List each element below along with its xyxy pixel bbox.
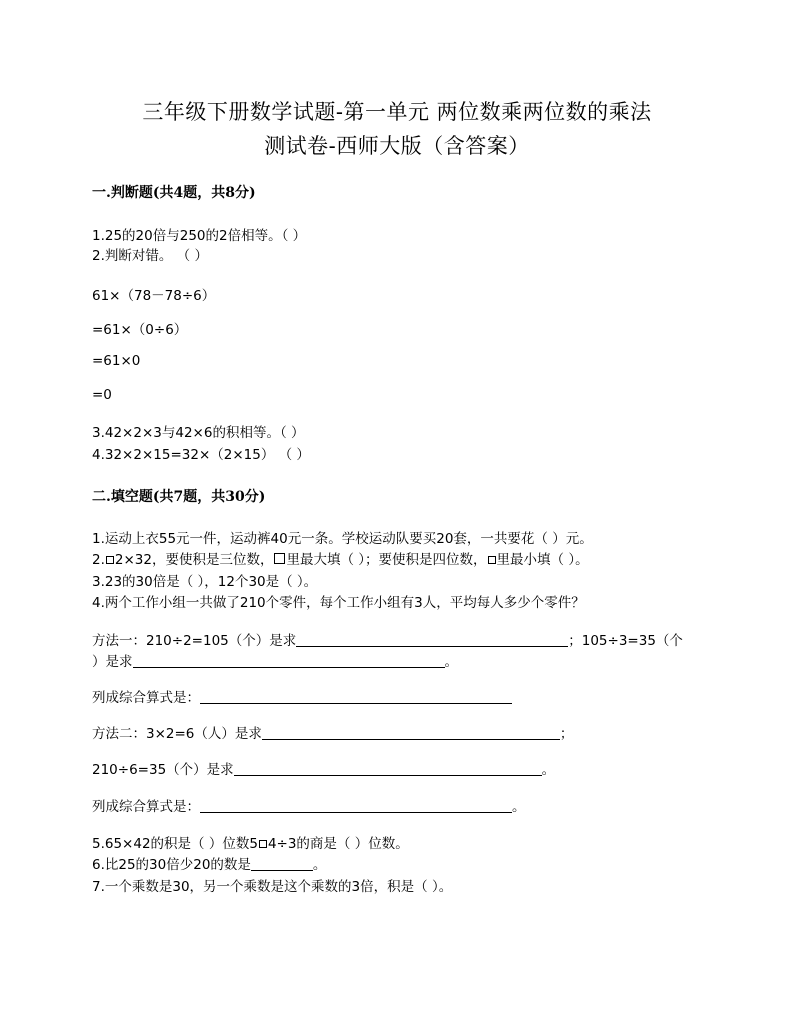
s1-question-1: 1.25的20倍与250的2倍相等。（ ）: [92, 228, 307, 244]
method-2-text-d: 。: [541, 762, 556, 778]
s2-question-6: [92, 853, 326, 873]
blank-box-icon: [259, 840, 267, 848]
method-2-text: 方法二：3×2=6（人）是求: [92, 726, 262, 742]
method-1-text-b: ；105÷3=35（个: [568, 633, 683, 649]
s2-q6-end: 。: [312, 857, 327, 873]
section-2-heading: 二.填空题(共7题，共30分): [92, 489, 266, 505]
s2-question-3: 3.23的30倍是（ ），12个30是（ ）。: [92, 574, 318, 590]
s2-q2-text-b: 里最大填（ ）；要使积是四位数，: [286, 552, 487, 568]
s2-question-5: [92, 832, 409, 852]
s2-q2-text-a: 2×32，要使积是三位数，: [114, 552, 274, 568]
s2-question-2: [92, 548, 589, 568]
s1-calc-step-4: =0: [92, 387, 112, 403]
s2-question-7: 7.一个乘数是30，另一个乘数是这个乘数的3倍，积是（ ）。: [92, 879, 453, 895]
method-1-text: 方法一：210÷2=105（个）是求: [92, 633, 297, 649]
blank-box-icon: [274, 553, 285, 564]
method-2-line-2: [92, 758, 555, 778]
method-1-line-2: [92, 650, 458, 670]
s1-question-4: 4.32×2×15=32×（2×15） （ ）: [92, 447, 310, 463]
s2-q5-text-b: 4÷3的商是（ ）位数。: [267, 836, 409, 852]
method-2-text-c: 210÷6=35（个）是求: [92, 762, 234, 778]
method-1-text-c: ）是求: [92, 654, 133, 670]
s2-q6-text: 6.比25的30倍少20的数是: [92, 857, 251, 873]
answer-blank[interactable]: [251, 856, 313, 871]
s1-calc-step-1: 61×（78－78÷6）: [92, 288, 216, 304]
combined-formula-2: [92, 795, 526, 815]
s1-calc-step-3: =61×0: [92, 353, 141, 369]
s1-question-2: 2.判断对错。 （ ）: [92, 248, 208, 264]
title-line-1: 三年级下册数学试题-第一单元 两位数乘两位数的乘法: [142, 100, 652, 124]
combined-formula-label: 列成综合算式是：: [92, 690, 200, 706]
method-1-text-d: 。: [444, 654, 458, 670]
s2-question-4: 4.两个工作小组一共做了210个零件，每个工作小组有3人，平均每人多少个零件？: [92, 595, 585, 611]
answer-blank[interactable]: [262, 725, 560, 740]
s2-q5-text-a: 5.65×42的积是（ ）位数5: [92, 836, 258, 852]
section-1-heading: 一.判断题(共4题，共8分): [92, 185, 256, 201]
blank-box-icon: [488, 556, 496, 564]
answer-blank[interactable]: [200, 798, 512, 813]
s1-question-3: 3.42×2×3与42×6的积相等。（ ）: [92, 425, 305, 441]
s2-q2-text-c: 里最小填（ ）。: [496, 552, 589, 568]
method-2-line-1: [92, 722, 573, 742]
method-1-line-1: [92, 629, 683, 649]
combined-formula-1: [92, 686, 512, 706]
title-line-2: 测试卷-西师大版（含答案）: [264, 134, 530, 158]
combined-formula-end: 。: [512, 799, 526, 815]
s1-calc-step-2: =61×（0÷6）: [92, 322, 188, 338]
s2-question-1: 1.运动上衣55元一件，运动裤40元一条。学校运动队要买20套，一共要花（ ）元。: [92, 531, 593, 547]
answer-blank[interactable]: [200, 689, 512, 704]
method-2-text-b: ；: [559, 726, 574, 742]
answer-blank[interactable]: [133, 653, 445, 668]
s2-q2-number: 2.: [92, 552, 105, 568]
blank-box-icon: [106, 556, 114, 564]
combined-formula-label: 列成综合算式是：: [92, 799, 200, 815]
answer-blank[interactable]: [296, 632, 568, 647]
answer-blank[interactable]: [234, 761, 542, 776]
